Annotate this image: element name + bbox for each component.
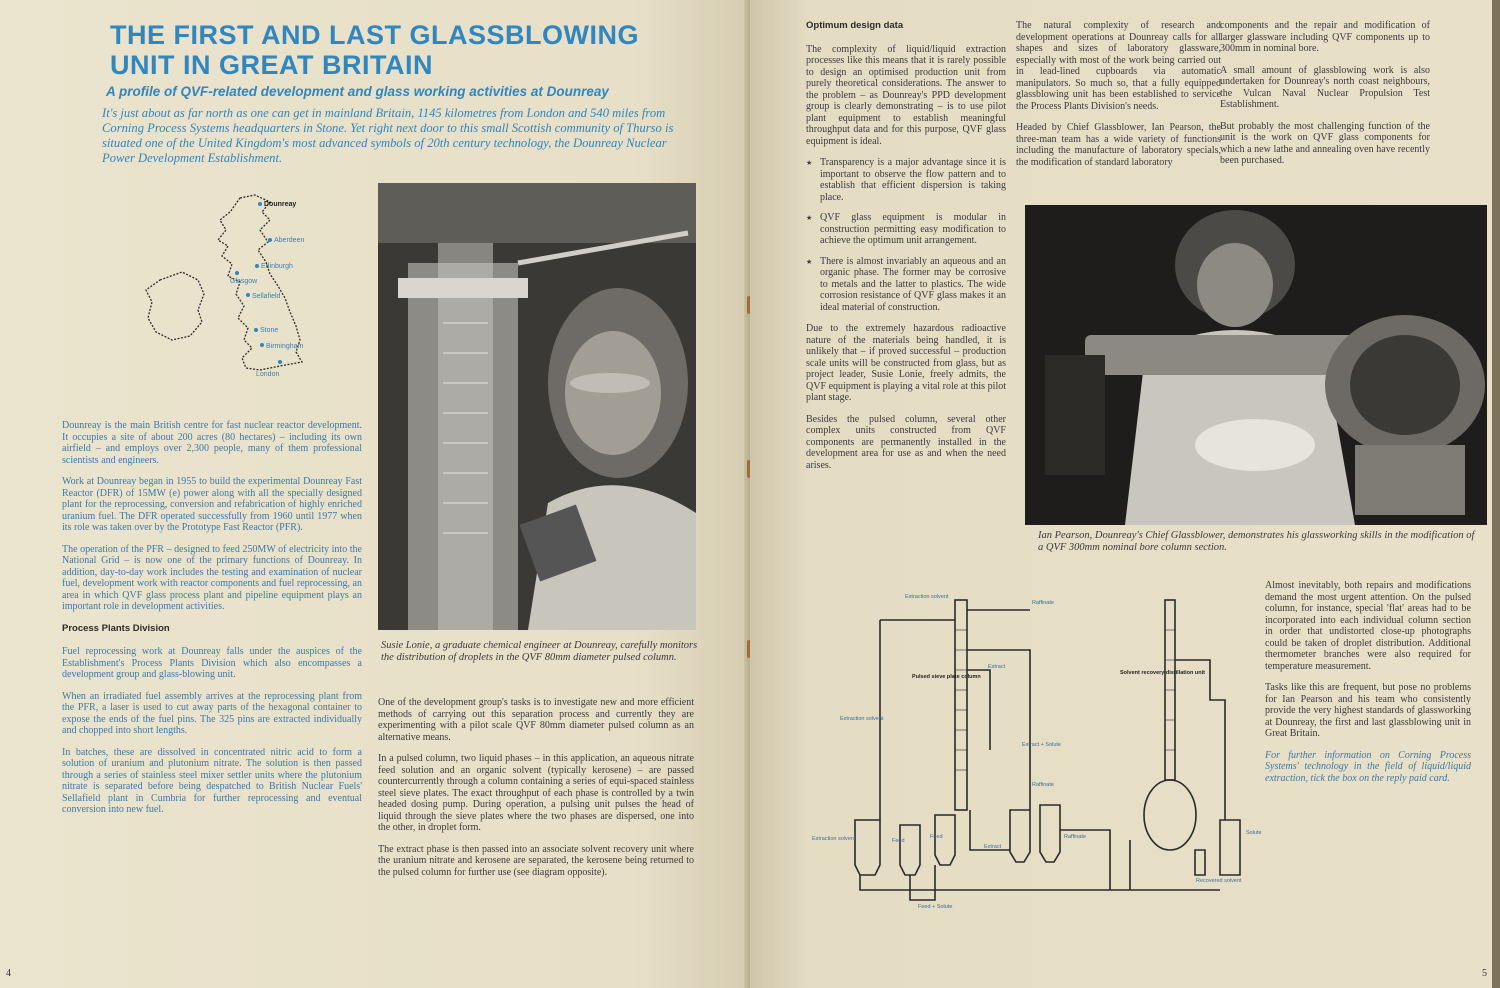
diagram-label: Feed [930,834,943,840]
map-label-sellafield: Sellafield [252,293,281,300]
map-label-aberdeen: Aberdeen [274,237,305,244]
section-heading: Optimum design data [806,20,904,31]
map-dot-aberdeen [268,238,272,242]
pulsed-column-shape [955,600,967,810]
left-column-2 [378,697,694,888]
right-column-3-top [1220,20,1430,177]
diagram-label: Solvent recovery distillation unit [1120,670,1205,676]
left-page [0,0,748,988]
diagram-label: Extract [988,664,1006,670]
right-column-3-bottom [1265,580,1471,794]
advantages-list [806,157,1006,313]
paragraph: In batches, these are dissolved in concentrated nitric acid to form a solution of uranium and plutonium nitrate. The solution is then passed through a series of stainless steel mixer settler units where the plutonium nitrate is separated before being despatched to British Nuclear Fuels' Sellafield plant in Cumbria for further reprocessing and eventual conversion into new fuel. [62,746,362,815]
list-item: ★ Transparency is a major advantage since it is important to observe the flow pattern and to establish that efficient dispersion is taking place. [806,157,1006,203]
right-column-1 [806,20,1006,481]
map-dot-london [278,360,282,364]
photo-caption-ian: Ian Pearson, Dounreay's Chief Glassblower, demonstrates his glassworking skills in the modification of a QVF 300mm nominal bore column section. [1038,530,1475,553]
right-column-2 [1016,20,1221,178]
diagram-label: Extract + Solute [1022,742,1061,748]
paragraph: Tasks like this are frequent, but pose no problems for Ian Pearson and his team who consistently provide the very highest standards of glassworking at Dounreay, the first and last glassblowing unit in Great Britain. [1265,682,1471,739]
process-diagram [800,590,1270,920]
diagram-label: Feed + Solute [918,904,953,910]
article-subhead: A profile of QVF-related development and glass working activities at Dounreay [106,84,609,99]
diagram-label: Extraction solvent [812,836,856,842]
map-dot-dounreay [258,202,262,206]
headline-line-2: UNIT IN GREAT BRITAIN [110,50,433,80]
map-label-dounreay: Dounreay [264,201,297,208]
map-dot-sellafield [246,293,250,297]
diagram-label: Extraction solvent [840,716,884,722]
article-headline [110,20,710,80]
map-dot-birmingham [260,343,264,347]
vessel [900,825,920,875]
map-label-london: London [256,371,280,378]
paragraph: Almost inevitably, both repairs and modifications demand the most urgent attention. On the pulsed column, for instance, special 'flat' areas had to be incorporated into each individual column section in order that undistorted close-up photographs could be taken of droplet distribution. Additional thermometer branches were also required for temperature measurement. [1265,580,1471,672]
paragraph: Besides the pulsed column, several other complex units constructed from QVF components are permanently installed in the development area for use as and when the need arises. [806,413,1006,471]
vessel [855,820,880,875]
paragraph: Fuel reprocessing work at Dounreay falls under the auspices of the Establishment's Process Plants Division which also encompasses a development group and glass-blowing unit. [62,646,362,680]
photo-illustration [378,183,696,630]
paragraph: The complexity of liquid/liquid extraction processes like this means that it is rarely possible to design an optimised production unit from purely theoretical considerations. The answer to the problem – as Dounreay's PPD development group is clearly demonstrating – is to use pilot plant equipment to establish meaningful throughput data and for this purpose, QVF glass equipment is ideal. [806,43,1006,147]
diagram-label: Raffinate [1032,600,1054,606]
map-label-birmingham: Birmingham [266,343,304,350]
vessel [935,815,955,865]
map-label-stone: Stone [260,327,279,334]
paragraph: For further information on Corning Process Systems' technology in the field of liquid/liquid extraction, tick the box on the reply paid card. [1265,749,1471,784]
paragraph: Work at Dounreay began in 1955 to build the experimental Dounreay Fast Reactor (DFR) of 15MW (e) power along with all the specially designed plant for the reprocessing, conversion and refabrication of highly enriched uranium fuel. The DFR operated successfully from 1960 until 1977 when its role was taken over by the Prototype Fast Reactor (PFR). [62,476,362,533]
photo-illustration [1025,205,1487,525]
paragraph: Headed by Chief Glassblower, Ian Pearson, the three-man team has a wide variety of functions including the manufacture of laboratory specials, the modification of standard laboratory [1016,122,1221,168]
paragraph: The natural complexity of research and development operations at Dounreay calls for all shapes and sizes of laboratory glassware, especially with most of the work being carried out in lead-lined cupboards via automatic manipulators. So much so, that a fully equipped glassblowing unit has been established to service the Process Plants Division's needs. [1016,20,1221,112]
paragraph: Due to the extremely hazardous radioactive nature of the materials being handled, it is unlikely that – if proved successful – production scale units will be constructed from glass, but as project leader, Susie Lonie, freely admits, the QVF equipment is playing a vital role at this pilot plant stage. [806,323,1006,403]
britain-map [120,190,360,390]
diagram-label: Raffinate [1064,834,1086,840]
diagram-label: Recovered solvent [1196,878,1242,884]
diagram-label: Feed [892,838,905,844]
map-dot-glasgow [235,271,239,275]
headline-line-1: THE FIRST AND LAST GLASSBLOWING [110,20,639,50]
photo-glassblower [1025,205,1487,525]
map-ireland-outline [146,272,204,340]
map-label-glasgow: Glasgow [230,278,258,285]
diagram-label: Pulsed sieve plate column [912,674,981,680]
paragraph: A small amount of glassblowing work is also undertaken for Dounreay's north coast neighbours, the Vulcan Naval Nuclear Propulsion Test Establishment. [1220,64,1430,110]
list-item: ★ QVF glass equipment is modular in construction permitting easy modification to achieve the optimum unit arrangement. [806,212,1006,247]
paragraph: components and the repair and modification of larger glassware including QVF components up to 300mm in nominal bore. [1220,20,1430,54]
photo-caption-susie: Susie Lonie, a graduate chemical engineer at Dounreay, carefully monitors the distribution of droplets in the QVF 80mm diameter pulsed column. [381,640,698,663]
paragraph: But probably the most challenging function of the unit is the work on QVF glass components for which a new lathe and annealing oven have recently been purchased. [1220,120,1430,166]
map-dot-edinburgh [255,264,259,268]
paragraph: When an irradiated fuel assembly arrives at the reprocessing plant from the PFR, a laser is used to cut away parts of the hexagonal container to expose the ends of the fuel pins. The 325 pins are extracted individually and chopped into short lengths. [62,690,362,736]
reboiler-flask [1144,780,1196,850]
left-column-1 [62,420,362,826]
article-intro: It's just about as far north as one can get in mainland Britain, 1145 kilometres from London and 540 miles from Corning Process Systems headquarters in Stone. Yet right next door to this small Scottish community of Thurso is situated one of the United Kingdom's most advanced symbols of 20th century technology, the Dounreay Nuclear Power Development Establishment. [102,106,674,165]
vessel [1010,810,1030,862]
paragraph: The operation of the PFR – designed to feed 250MW of electricity into the National Grid – is now one of the primary functions of Dounreay. In addition, day-to-day work includes the testing and examination of nuclear fuel, development work with reactor components and fuel reprocessing, an area in which QVF glass process plant and pipeline equipment plays an important role in development activities. [62,543,362,612]
map-label-edinburgh: Edinburgh [261,263,293,270]
paragraph: Dounreay is the main British centre for fast nuclear reactor development. It occupies a site of about 200 acres (80 hectares) – including its own airfield – and employs over 2,300 people, many of them professional scientists and engineers. [62,420,362,466]
photo-pulsed-column [378,183,696,630]
paragraph: In a pulsed column, two liquid phases – in this application, an aqueous nitrate feed solution and an organic solvent (typically kerosene) – are passed countercurrently through a column containing a series of equi-spaced stainless steel sieve plates. The exact throughput of each phase is controlled by a twin headed dosing pump. During operation, a pulsing unit pulses the head of liquid through the sieve plates where the two phases are dispersed, one into the other, in droplet form. [378,753,694,833]
section-heading: Process Plants Division [62,622,170,634]
page-edge [1492,0,1500,988]
map-dot-stone [254,328,258,332]
page-number-left: 4 [6,968,11,979]
diagram-label: Solute [1246,830,1262,836]
diagram-label: Raffinate [1032,782,1054,788]
list-item: ★ There is almost invariably an aqueous and an organic phase. The former may be corrosive to metals and the latter to plastics. The wide corrosion resistance of QVF glass makes it an ideal material of construction. [806,256,1006,314]
paragraph: The extract phase is then passed into an associate solvent recovery unit where the uranium nitrate and kerosene are separated, the kerosene being returned to the pulsed column for further use (see diagram opposite). [378,843,694,878]
diagram-label: Extraction solvent [905,594,949,600]
diagram-label: Extract [984,844,1002,850]
vessel [1040,805,1060,862]
paragraph: One of the development group's tasks is to investigate new and more efficient methods of carrying out this separation process and currently they are experimenting with a pilot scale QVF 80mm diameter pulsed column as an alternative means. [378,697,694,743]
page-number-right: 5 [1482,968,1487,979]
